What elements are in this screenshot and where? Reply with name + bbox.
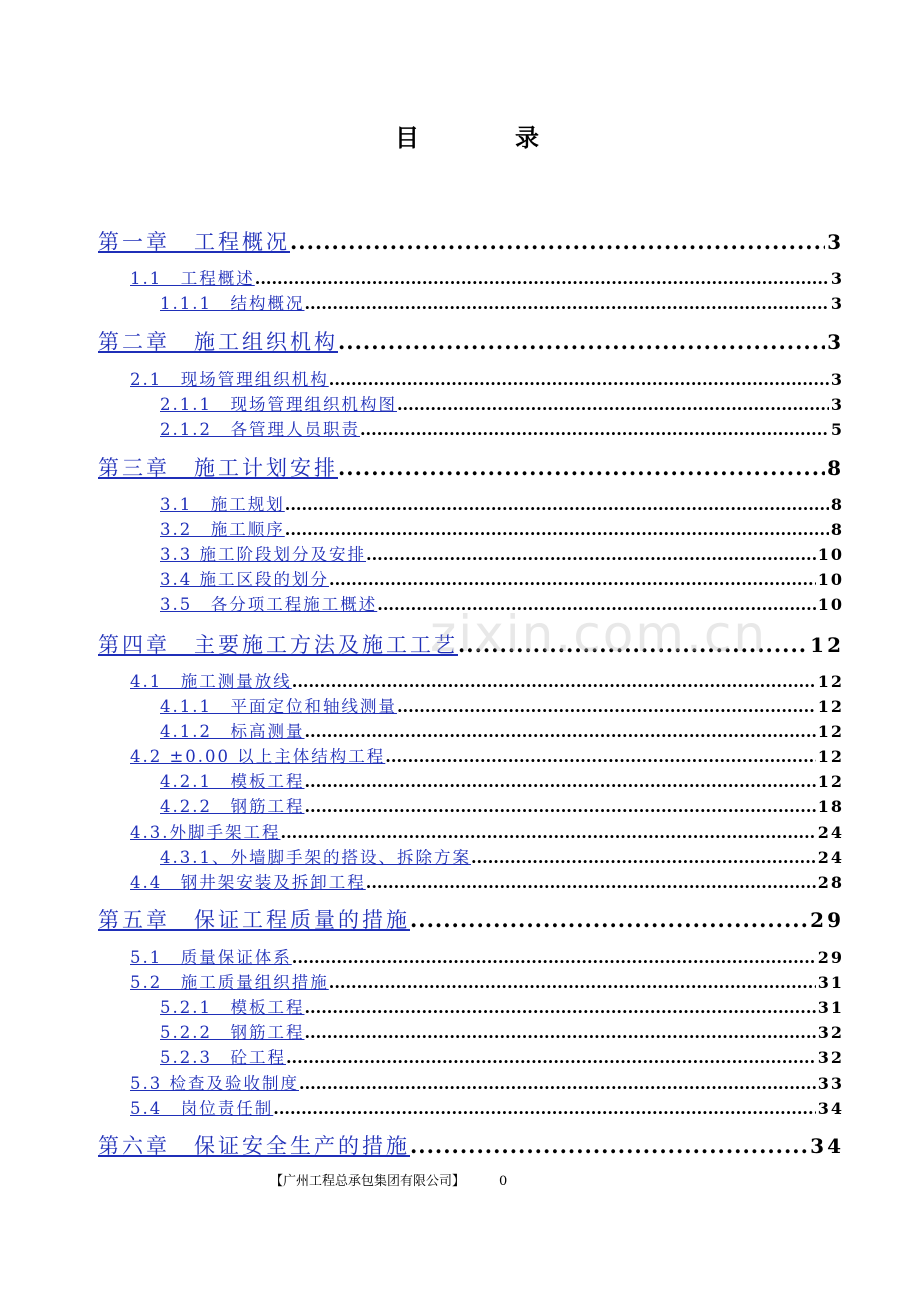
dot-leader: [304, 1023, 815, 1042]
toc-entry-label[interactable]: 4.1 施工测量放线: [130, 672, 292, 691]
dot-leader: [290, 229, 825, 254]
toc-entry-label[interactable]: 4.1.2 标高测量: [160, 722, 305, 741]
toc-entry-label[interactable]: 4.2 ±0.00 以上主体结构工程: [130, 747, 386, 766]
toc-chapter-2[interactable]: [98, 326, 844, 356]
toc-section-3-3[interactable]: [160, 541, 844, 565]
dot-leader: [410, 907, 808, 932]
dot-leader: [338, 455, 825, 480]
dot-leader: [397, 395, 829, 414]
toc-entry-label[interactable]: 5.2.3 砼工程: [160, 1048, 286, 1067]
dot-leader: [338, 329, 825, 354]
toc-page-number: 10: [817, 595, 844, 614]
toc-page-number: 3: [827, 330, 844, 354]
toc-entry-label[interactable]: 4.4 钢井架安装及拆卸工程: [130, 873, 366, 892]
toc-subsection-5-2-2[interactable]: [160, 1019, 844, 1043]
toc-section-4-4[interactable]: [130, 869, 844, 893]
footer-page-number: 0: [499, 1174, 508, 1189]
dot-leader: [360, 420, 829, 439]
toc-entry-label[interactable]: 第一章 工程概况: [98, 230, 290, 254]
dot-leader: [299, 1074, 816, 1093]
dot-leader: [255, 269, 829, 288]
toc-page-number: 12: [817, 747, 844, 766]
toc-page-number: 3: [830, 370, 844, 389]
dot-leader: [286, 1048, 816, 1067]
toc-entry-label[interactable]: 5.4 岗位责任制: [130, 1099, 274, 1118]
toc-entry-label[interactable]: 2.1 现场管理组织机构: [130, 370, 329, 389]
page-footer: [270, 1170, 507, 1189]
toc-chapter-6[interactable]: [98, 1130, 844, 1160]
toc-entry-label[interactable]: 2.1.1 现场管理组织机构图: [160, 395, 397, 414]
toc-entry-label[interactable]: 第四章 主要施工方法及施工工艺: [98, 633, 458, 657]
toc-entry-label[interactable]: 3.3 施工阶段划分及安排: [160, 545, 366, 564]
dot-leader: [292, 948, 816, 967]
toc-page-number: 34: [810, 1134, 844, 1158]
toc-section-1-1[interactable]: [130, 265, 844, 289]
toc-section-4-1[interactable]: [130, 668, 844, 692]
dot-leader: [410, 1133, 808, 1158]
toc-page-number: 34: [817, 1099, 844, 1118]
toc-page-number: 10: [817, 545, 844, 564]
toc-section-5-2[interactable]: [130, 969, 844, 993]
dot-leader: [397, 697, 816, 716]
watermark: zixin.com.cn: [430, 605, 768, 663]
dot-leader: [304, 998, 815, 1017]
toc-entry-label[interactable]: 第五章 保证工程质量的措施: [98, 908, 410, 932]
toc-page-number: 8: [830, 495, 844, 514]
toc-entry-label[interactable]: 1.1 工程概述: [130, 269, 255, 288]
toc-chapter-3[interactable]: [98, 452, 844, 482]
toc-page-number: 32: [817, 1048, 844, 1067]
toc-page-number: 8: [830, 520, 844, 539]
toc-page-number: 29: [817, 948, 844, 967]
toc-subsection-4-1-1[interactable]: [160, 693, 844, 717]
dot-leader: [273, 1099, 815, 1118]
toc-page-number: 12: [810, 633, 844, 657]
dot-leader: [385, 747, 815, 766]
toc-entry-label[interactable]: 4.2.1 模板工程: [160, 772, 305, 791]
toc-section-4-2[interactable]: [130, 743, 844, 767]
toc-page-number: 31: [817, 973, 844, 992]
toc-entry-label[interactable]: 第六章 保证安全生产的措施: [98, 1134, 410, 1158]
toc-page-number: 3: [830, 269, 844, 288]
toc-subsection-4-1-2[interactable]: [160, 718, 844, 742]
dot-leader: [304, 797, 815, 816]
toc-entry-label[interactable]: 3.4 施工区段的划分: [160, 570, 329, 589]
dot-leader: [329, 370, 829, 389]
dot-leader: [304, 294, 828, 313]
toc-entry-label[interactable]: 5.1 质量保证体系: [130, 948, 292, 967]
toc-page-number: 8: [827, 456, 844, 480]
toc-section-3-1[interactable]: [160, 491, 844, 515]
toc-page-number: 33: [817, 1074, 844, 1093]
toc-section-5-1[interactable]: [130, 944, 844, 968]
dot-leader: [292, 672, 816, 691]
toc-subsection-1-1-1[interactable]: [160, 290, 844, 314]
toc-entry-label[interactable]: 5.2.1 模板工程: [160, 998, 305, 1017]
dot-leader: [329, 973, 816, 992]
toc-chapter-1[interactable]: [98, 226, 844, 256]
toc-page-number: 12: [817, 697, 844, 716]
toc-entry-label[interactable]: 3.2 施工顺序: [160, 520, 285, 539]
toc-subsection-4-3-1[interactable]: [160, 844, 844, 868]
toc-page-number: 29: [810, 908, 844, 932]
dot-leader: [304, 772, 815, 791]
toc-chapter-5[interactable]: [98, 904, 844, 934]
toc-entry-label[interactable]: 4.3.1、外墙脚手架的搭设、拆除方案: [160, 848, 471, 867]
toc-page-number: 28: [817, 873, 844, 892]
toc-subsection-2-1-2[interactable]: [160, 416, 844, 440]
dot-leader: [281, 823, 816, 842]
dot-leader: [285, 495, 829, 514]
toc-section-5-4[interactable]: [130, 1095, 844, 1119]
toc-section-3-4[interactable]: [160, 566, 844, 590]
toc-section-3-2[interactable]: [160, 516, 844, 540]
toc-entry-label[interactable]: 1.1.1 结构概况: [160, 294, 305, 313]
toc-page-number: 12: [817, 722, 844, 741]
toc-page-number: 3: [830, 395, 844, 414]
toc-entry-label[interactable]: 4.3.外脚手架工程: [130, 823, 281, 842]
toc-section-2-1[interactable]: [130, 366, 844, 390]
toc-page-number: 31: [817, 998, 844, 1017]
toc-page-number: 24: [817, 848, 844, 867]
toc-subsection-4-2-1[interactable]: [160, 768, 844, 792]
toc-page-number: 18: [817, 797, 844, 816]
toc-page-number: 32: [817, 1023, 844, 1042]
toc-entry-label[interactable]: 第三章 施工计划安排: [98, 456, 338, 480]
toc-section-5-3[interactable]: [130, 1070, 844, 1094]
dot-leader: [471, 848, 816, 867]
toc-entry-label[interactable]: 4.2.2 钢筋工程: [160, 797, 305, 816]
toc-page-number: 12: [817, 772, 844, 791]
toc-subsection-4-2-2[interactable]: [160, 793, 844, 817]
toc-section-4-3[interactable]: [130, 819, 844, 843]
toc-page-number: 10: [817, 570, 844, 589]
toc-entry-label[interactable]: 2.1.2 各管理人员职责: [160, 420, 360, 439]
toc-entry-label[interactable]: 3.5 各分项工程施工概述: [160, 595, 378, 614]
toc-page-number: 12: [817, 672, 844, 691]
toc-entry-label[interactable]: 第二章 施工组织机构: [98, 330, 338, 354]
toc-subsection-2-1-1[interactable]: [160, 391, 844, 415]
dot-leader: [366, 873, 816, 892]
dot-leader: [366, 545, 816, 564]
dot-leader: [285, 520, 829, 539]
toc-entry-label[interactable]: 3.1 施工规划: [160, 495, 285, 514]
toc-entry-label[interactable]: 5.2.2 钢筋工程: [160, 1023, 305, 1042]
toc-page-number: 5: [830, 420, 844, 439]
toc-page-number: 3: [827, 230, 844, 254]
toc-page-number: 3: [830, 294, 844, 313]
toc-subsection-5-2-1[interactable]: [160, 994, 844, 1018]
toc-subsection-5-2-3[interactable]: [160, 1044, 844, 1068]
footer-company: 【广州工程总承包集团有限公司】: [270, 1174, 466, 1189]
toc-entry-label[interactable]: 5.3 检查及验收制度: [130, 1074, 299, 1093]
toc-entry-label[interactable]: 5.2 施工质量组织措施: [130, 973, 329, 992]
dot-leader: [304, 722, 815, 741]
page-title: 目 录: [395, 123, 575, 152]
toc-entry-label[interactable]: 4.1.1 平面定位和轴线测量: [160, 697, 397, 716]
dot-leader: [329, 570, 816, 589]
toc-page-number: 24: [817, 823, 844, 842]
